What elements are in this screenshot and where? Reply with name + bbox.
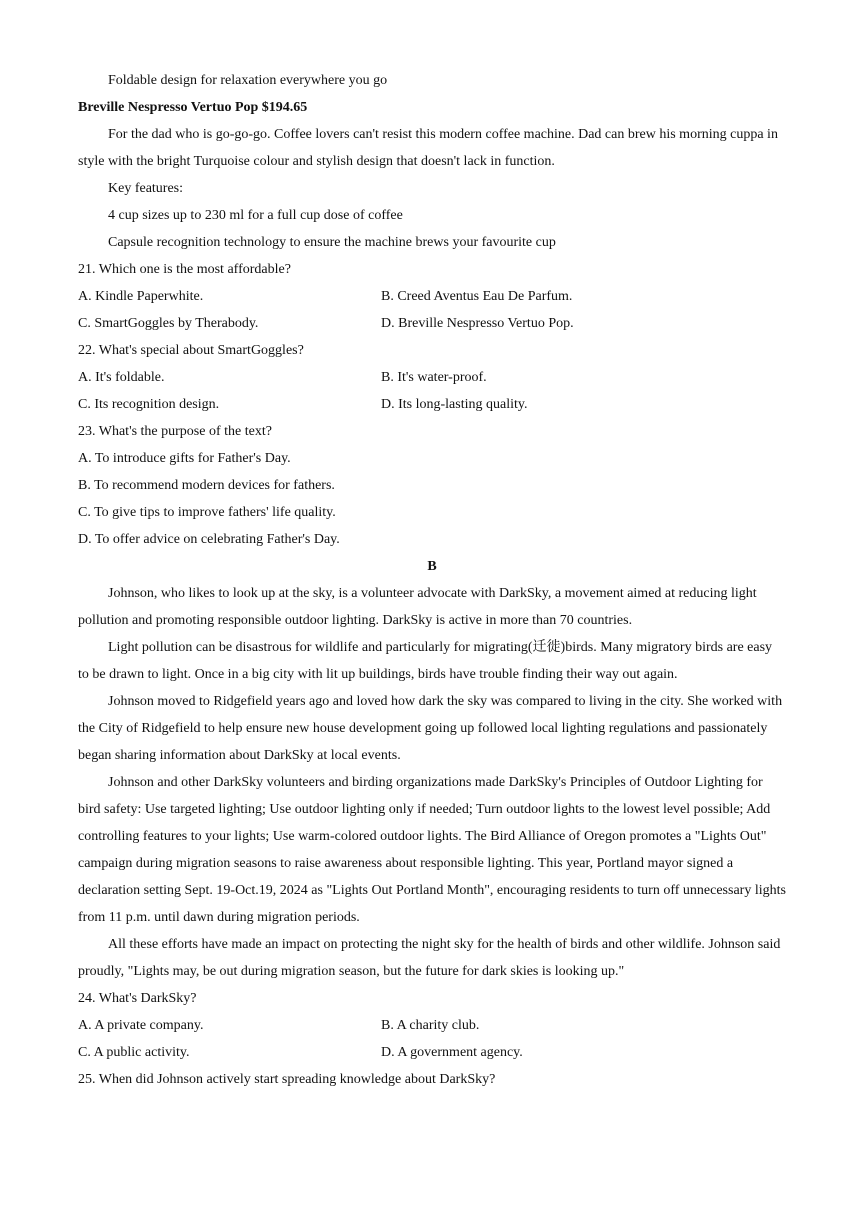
question-stem: 25. When did Johnson actively start spreading knowledge about DarkSky? <box>78 1072 496 1087</box>
option: A. Kindle Paperwhite. <box>78 289 204 304</box>
options-row <box>78 283 786 310</box>
options-row <box>78 1039 786 1066</box>
passage-paragraph: All these efforts have made an impact on protecting the night sky for the health of birds and other wildlife. Johnson said proudly, "Lights may, be out during migration season, but the future for dark skies is looking up." <box>78 937 781 979</box>
option: A. To introduce gifts for Father's Day. <box>78 451 291 466</box>
section-heading: B <box>427 559 437 574</box>
passage-paragraph: Johnson, who likes to look up at the sky, is a volunteer advocate with DarkSky, a movement aimed at reducing light pollution and promoting responsible outdoor lighting. DarkSky is active in more than 70 countries. <box>78 586 757 628</box>
options-row <box>78 310 786 337</box>
document-page <box>78 67 786 1093</box>
question-stem: 24. What's DarkSky? <box>78 991 197 1006</box>
option: D. Its long-lasting quality. <box>381 397 528 412</box>
option: C. SmartGoggles by Therabody. <box>78 316 259 331</box>
option: D. Breville Nespresso Vertuo Pop. <box>381 316 574 331</box>
feature-item: Capsule recognition technology to ensure the machine brews your favourite cup <box>108 235 556 250</box>
option: A. It's foldable. <box>78 370 165 385</box>
option: B. To recommend modern devices for fathers. <box>78 478 335 493</box>
product-heading: Breville Nespresso Vertuo Pop $194.65 <box>78 100 308 115</box>
feature-line: Foldable design for relaxation everywhere you go <box>108 73 388 88</box>
option: C. Its recognition design. <box>78 397 220 412</box>
question-stem: 22. What's special about SmartGoggles? <box>78 343 304 358</box>
feature-item: 4 cup sizes up to 230 ml for a full cup dose of coffee <box>108 208 403 223</box>
option: B. A charity club. <box>381 1018 480 1033</box>
option: C. To give tips to improve fathers' life quality. <box>78 505 336 520</box>
option: A. A private company. <box>78 1018 204 1033</box>
option: B. Creed Aventus Eau De Parfum. <box>381 289 573 304</box>
option: D. To offer advice on celebrating Father's Day. <box>78 532 340 547</box>
option: C. A public activity. <box>78 1045 190 1060</box>
product-description: For the dad who is go-go-go. Coffee lovers can't resist this modern coffee machine. Dad can brew his morning cuppa in style with the bright Turquoise colour and stylish design that doesn't lack in function. <box>78 127 778 169</box>
question-stem: 21. Which one is the most affordable? <box>78 262 291 277</box>
key-features-label: Key features: <box>108 181 184 196</box>
options-row <box>78 391 786 418</box>
option: B. It's water-proof. <box>381 370 487 385</box>
question-stem: 23. What's the purpose of the text? <box>78 424 272 439</box>
passage-paragraph: Johnson and other DarkSky volunteers and birding organizations made DarkSky's Principles of Outdoor Lighting for bird safety: Use targeted lighting; Use outdoor lighting only if needed; Turn outdoor lights to the lowest level possible; Add controlling features to your lights; Use warm-colored outdoor lights. The Bird Alliance of Oregon promotes a "Lights Out" campaign during migration seasons to raise awareness about responsible lighting. This year, Portland mayor signed a declaration setting Sept. 19-Oct.19, 2024 as "Lights Out Portland Month", encouraging residents to turn off unnecessary lights from 11 p.m. until dawn during migration periods. <box>78 775 786 925</box>
passage-paragraph: Johnson moved to Ridgefield years ago and loved how dark the sky was compared to living in the city. She worked with the City of Ridgefield to help ensure new house development going up followed local lighting regulations and passionately began sharing information about DarkSky at local events. <box>78 694 783 763</box>
options-row <box>78 1012 786 1039</box>
options-row <box>78 364 786 391</box>
passage-paragraph: Light pollution can be disastrous for wildlife and particularly for migrating(迁徙)birds. Many migratory birds are easy to be drawn to light. Once in a big city with lit up buildings, birds have trouble finding their way out again. <box>78 640 773 682</box>
option: D. A government agency. <box>381 1045 523 1060</box>
